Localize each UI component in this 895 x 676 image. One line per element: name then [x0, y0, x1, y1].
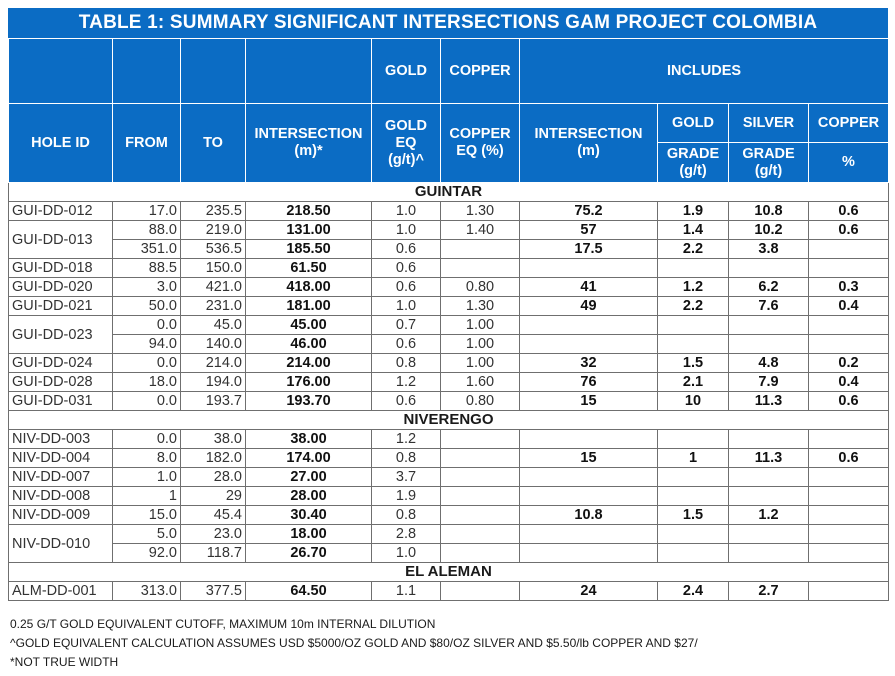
header-silver-grade: GRADE (g/t) — [729, 143, 809, 183]
hole-id: NIV-DD-008 — [9, 487, 113, 506]
copper-pct-value — [809, 582, 889, 601]
hole-id: ALM-DD-001 — [9, 582, 113, 601]
to-value: 421.0 — [181, 278, 246, 297]
table-row — [9, 316, 889, 335]
copper-pct-value: 0.2 — [809, 354, 889, 373]
includes-intersection-value: 57 — [520, 221, 658, 240]
footnote-true-width: *NOT TRUE WIDTH — [10, 655, 119, 669]
copper-pct-value — [809, 506, 889, 525]
to-value: 231.0 — [181, 297, 246, 316]
from-value: 88.0 — [113, 221, 181, 240]
from-value: 3.0 — [113, 278, 181, 297]
silver-grade-value: 7.9 — [729, 373, 809, 392]
silver-grade-value — [729, 430, 809, 449]
hole-id: NIV-DD-004 — [9, 449, 113, 468]
to-value: 536.5 — [181, 240, 246, 259]
includes-intersection-value — [520, 525, 658, 544]
copper-eq-value: 1.60 — [441, 373, 520, 392]
intersection-value: 418.00 — [246, 278, 372, 297]
header-from: FROM — [113, 104, 181, 183]
gold-grade-value — [658, 335, 729, 354]
intersection-value: 193.70 — [246, 392, 372, 411]
to-value: 29 — [181, 487, 246, 506]
intersection-value: 30.40 — [246, 506, 372, 525]
from-value: 50.0 — [113, 297, 181, 316]
silver-grade-value — [729, 487, 809, 506]
silver-grade-value: 2.7 — [729, 582, 809, 601]
table-row — [9, 278, 889, 297]
silver-grade-value: 1.2 — [729, 506, 809, 525]
hole-id: GUI-DD-028 — [9, 373, 113, 392]
intersection-value: 185.50 — [246, 240, 372, 259]
hole-id: GUI-DD-018 — [9, 259, 113, 278]
section-el-aleman: EL ALEMAN — [9, 563, 889, 582]
from-value: 17.0 — [113, 202, 181, 221]
gold-eq-value: 1.0 — [372, 221, 441, 240]
gold-grade-value — [658, 430, 729, 449]
includes-intersection-value: 32 — [520, 354, 658, 373]
silver-grade-value — [729, 316, 809, 335]
to-value: 118.7 — [181, 544, 246, 563]
header-copper: COPPER — [441, 39, 520, 104]
copper-eq-value — [441, 430, 520, 449]
includes-intersection-value — [520, 430, 658, 449]
header-blank-4 — [246, 39, 372, 104]
gold-grade-value: 10 — [658, 392, 729, 411]
gold-grade-value: 2.2 — [658, 297, 729, 316]
copper-eq-value: 0.80 — [441, 278, 520, 297]
intersection-value: 38.00 — [246, 430, 372, 449]
intersection-value: 18.00 — [246, 525, 372, 544]
to-value: 193.7 — [181, 392, 246, 411]
gold-eq-value: 0.6 — [372, 335, 441, 354]
gold-grade-value: 2.2 — [658, 240, 729, 259]
silver-grade-value: 11.3 — [729, 392, 809, 411]
from-value: 313.0 — [113, 582, 181, 601]
gold-grade-value — [658, 525, 729, 544]
to-value: 28.0 — [181, 468, 246, 487]
from-value: 15.0 — [113, 506, 181, 525]
copper-pct-value — [809, 525, 889, 544]
header-includes: INCLUDES — [520, 39, 889, 104]
table-row — [9, 506, 889, 525]
table-row — [9, 259, 889, 278]
copper-eq-value — [441, 582, 520, 601]
table-row — [9, 221, 889, 240]
header-blank-2 — [113, 39, 181, 104]
table-row — [9, 202, 889, 221]
to-value: 140.0 — [181, 335, 246, 354]
gold-grade-value: 1.2 — [658, 278, 729, 297]
header-gold-eq: GOLD EQ (g/t)^ — [372, 104, 441, 183]
gold-grade-value: 1 — [658, 449, 729, 468]
gold-eq-value: 1.1 — [372, 582, 441, 601]
copper-pct-value: 0.4 — [809, 297, 889, 316]
table-row — [9, 354, 889, 373]
copper-eq-value: 1.40 — [441, 221, 520, 240]
from-value: 5.0 — [113, 525, 181, 544]
from-value: 1.0 — [113, 468, 181, 487]
copper-eq-value — [441, 506, 520, 525]
to-value: 182.0 — [181, 449, 246, 468]
intersection-value: 45.00 — [246, 316, 372, 335]
silver-grade-value — [729, 525, 809, 544]
header-hole-id: HOLE ID — [9, 104, 113, 183]
to-value: 235.5 — [181, 202, 246, 221]
header-copper-eq: COPPER EQ (%) — [441, 104, 520, 183]
copper-eq-value — [441, 468, 520, 487]
copper-pct-value — [809, 544, 889, 563]
copper-eq-value: 1.00 — [441, 335, 520, 354]
intersection-value: 174.00 — [246, 449, 372, 468]
intersection-value: 46.00 — [246, 335, 372, 354]
from-value: 1 — [113, 487, 181, 506]
intersections-table — [8, 38, 889, 601]
hole-id: NIV-DD-007 — [9, 468, 113, 487]
copper-pct-value: 0.4 — [809, 373, 889, 392]
gold-eq-value: 1.0 — [372, 202, 441, 221]
from-value: 0.0 — [113, 392, 181, 411]
copper-eq-value — [441, 487, 520, 506]
copper-pct-value: 0.6 — [809, 202, 889, 221]
to-value: 23.0 — [181, 525, 246, 544]
copper-pct-value: 0.6 — [809, 449, 889, 468]
to-value: 194.0 — [181, 373, 246, 392]
includes-intersection-value: 15 — [520, 392, 658, 411]
from-value: 18.0 — [113, 373, 181, 392]
from-value: 88.5 — [113, 259, 181, 278]
gold-grade-value: 1.5 — [658, 354, 729, 373]
gold-grade-value — [658, 487, 729, 506]
copper-pct-value: 0.3 — [809, 278, 889, 297]
gold-grade-value: 1.5 — [658, 506, 729, 525]
copper-eq-value: 1.00 — [441, 316, 520, 335]
copper-pct-value — [809, 468, 889, 487]
table-row — [9, 430, 889, 449]
copper-eq-value — [441, 525, 520, 544]
from-value: 0.0 — [113, 316, 181, 335]
gold-grade-value: 2.4 — [658, 582, 729, 601]
silver-grade-value: 6.2 — [729, 278, 809, 297]
gold-grade-value: 1.4 — [658, 221, 729, 240]
gold-eq-value: 0.6 — [372, 259, 441, 278]
intersection-value: 181.00 — [246, 297, 372, 316]
gold-grade-value: 2.1 — [658, 373, 729, 392]
header-gold-grade: GRADE (g/t) — [658, 143, 729, 183]
hole-id: GUI-DD-024 — [9, 354, 113, 373]
includes-intersection-value: 17.5 — [520, 240, 658, 259]
from-value: 94.0 — [113, 335, 181, 354]
copper-pct-value — [809, 259, 889, 278]
header-to: TO — [181, 104, 246, 183]
hole-id: GUI-DD-031 — [9, 392, 113, 411]
table-row — [9, 449, 889, 468]
intersection-value: 131.00 — [246, 221, 372, 240]
silver-grade-value: 3.8 — [729, 240, 809, 259]
includes-intersection-value — [520, 544, 658, 563]
copper-pct-value: 0.6 — [809, 221, 889, 240]
includes-intersection-value — [520, 259, 658, 278]
intersection-value: 26.70 — [246, 544, 372, 563]
includes-intersection-value — [520, 468, 658, 487]
includes-intersection-value: 76 — [520, 373, 658, 392]
table-row — [9, 544, 889, 563]
table-title: TABLE 1: SUMMARY SIGNIFICANT INTERSECTIONS GAM PROJECT COLOMBIA — [8, 8, 888, 38]
header-includes-silver: SILVER — [729, 104, 809, 143]
from-value: 0.0 — [113, 430, 181, 449]
table-row — [9, 335, 889, 354]
silver-grade-value: 4.8 — [729, 354, 809, 373]
hole-id: GUI-DD-021 — [9, 297, 113, 316]
table-row — [9, 373, 889, 392]
copper-eq-value — [441, 544, 520, 563]
intersection-value: 28.00 — [246, 487, 372, 506]
copper-pct-value — [809, 430, 889, 449]
to-value: 377.5 — [181, 582, 246, 601]
copper-eq-value — [441, 259, 520, 278]
silver-grade-value: 7.6 — [729, 297, 809, 316]
table-row — [9, 392, 889, 411]
copper-eq-value — [441, 240, 520, 259]
includes-intersection-value — [520, 487, 658, 506]
from-value: 351.0 — [113, 240, 181, 259]
includes-intersection-value: 24 — [520, 582, 658, 601]
gold-eq-value: 0.6 — [372, 240, 441, 259]
hole-id: GUI-DD-023 — [9, 316, 113, 354]
copper-eq-value — [441, 449, 520, 468]
to-value: 150.0 — [181, 259, 246, 278]
hole-id: NIV-DD-009 — [9, 506, 113, 525]
to-value: 45.4 — [181, 506, 246, 525]
hole-id: GUI-DD-012 — [9, 202, 113, 221]
table-row — [9, 487, 889, 506]
gold-eq-value: 1.0 — [372, 544, 441, 563]
gold-eq-value: 0.8 — [372, 506, 441, 525]
intersection-value: 214.00 — [246, 354, 372, 373]
gold-eq-value: 0.6 — [372, 278, 441, 297]
from-value: 0.0 — [113, 354, 181, 373]
hole-id: NIV-DD-003 — [9, 430, 113, 449]
to-value: 45.0 — [181, 316, 246, 335]
gold-eq-value: 1.2 — [372, 430, 441, 449]
gold-eq-value: 0.6 — [372, 392, 441, 411]
gold-eq-value: 0.8 — [372, 354, 441, 373]
silver-grade-value — [729, 544, 809, 563]
table-row — [9, 582, 889, 601]
includes-intersection-value: 75.2 — [520, 202, 658, 221]
copper-pct-value — [809, 316, 889, 335]
includes-intersection-value: 10.8 — [520, 506, 658, 525]
gold-eq-value: 1.9 — [372, 487, 441, 506]
copper-pct-value — [809, 240, 889, 259]
silver-grade-value — [729, 335, 809, 354]
header-intersection: INTERSECTION (m)* — [246, 104, 372, 183]
table-row — [9, 240, 889, 259]
to-value: 214.0 — [181, 354, 246, 373]
copper-pct-value: 0.6 — [809, 392, 889, 411]
includes-intersection-value — [520, 316, 658, 335]
intersection-value: 64.50 — [246, 582, 372, 601]
intersection-value: 176.00 — [246, 373, 372, 392]
from-value: 8.0 — [113, 449, 181, 468]
silver-grade-value: 11.3 — [729, 449, 809, 468]
header-includes-copper: COPPER — [809, 104, 889, 143]
silver-grade-value — [729, 259, 809, 278]
gold-grade-value: 1.9 — [658, 202, 729, 221]
intersection-value: 27.00 — [246, 468, 372, 487]
header-copper-pct: % — [809, 143, 889, 183]
copper-eq-value: 1.30 — [441, 202, 520, 221]
silver-grade-value: 10.2 — [729, 221, 809, 240]
includes-intersection-value — [520, 335, 658, 354]
section-guintar: GUINTAR — [9, 183, 889, 202]
includes-intersection-value: 41 — [520, 278, 658, 297]
includes-intersection-value: 15 — [520, 449, 658, 468]
section-niverengo: NIVERENGO — [9, 411, 889, 430]
header-includes-gold: GOLD — [658, 104, 729, 143]
intersection-value: 218.50 — [246, 202, 372, 221]
header-blank-3 — [181, 39, 246, 104]
intersection-value: 61.50 — [246, 259, 372, 278]
includes-intersection-value: 49 — [520, 297, 658, 316]
silver-grade-value: 10.8 — [729, 202, 809, 221]
gold-eq-value: 2.8 — [372, 525, 441, 544]
copper-eq-value: 1.00 — [441, 354, 520, 373]
gold-eq-value: 0.7 — [372, 316, 441, 335]
from-value: 92.0 — [113, 544, 181, 563]
copper-eq-value: 0.80 — [441, 392, 520, 411]
gold-grade-value — [658, 259, 729, 278]
gold-grade-value — [658, 544, 729, 563]
footnote-gold-equivalent: ^GOLD EQUIVALENT CALCULATION ASSUMES USD $5000/OZ GOLD AND $80/OZ SILVER AND $5.50/lb COPPER AND $27/ — [10, 636, 698, 650]
hole-id: GUI-DD-020 — [9, 278, 113, 297]
copper-pct-value — [809, 487, 889, 506]
copper-eq-value: 1.30 — [441, 297, 520, 316]
to-value: 219.0 — [181, 221, 246, 240]
hole-id: NIV-DD-010 — [9, 525, 113, 563]
gold-eq-value: 1.2 — [372, 373, 441, 392]
gold-eq-value: 1.0 — [372, 297, 441, 316]
header-includes-intersection: INTERSECTION (m) — [520, 104, 658, 183]
silver-grade-value — [729, 468, 809, 487]
gold-eq-value: 3.7 — [372, 468, 441, 487]
gold-grade-value — [658, 468, 729, 487]
header-blank-1 — [9, 39, 113, 104]
table-row — [9, 297, 889, 316]
header-gold: GOLD — [372, 39, 441, 104]
gold-grade-value — [658, 316, 729, 335]
table-row — [9, 468, 889, 487]
table-row — [9, 525, 889, 544]
footnote-cutoff: 0.25 G/T GOLD EQUIVALENT CUTOFF, MAXIMUM 10m INTERNAL DILUTION — [10, 617, 436, 631]
to-value: 38.0 — [181, 430, 246, 449]
gold-eq-value: 0.8 — [372, 449, 441, 468]
hole-id: GUI-DD-013 — [9, 221, 113, 259]
copper-pct-value — [809, 335, 889, 354]
